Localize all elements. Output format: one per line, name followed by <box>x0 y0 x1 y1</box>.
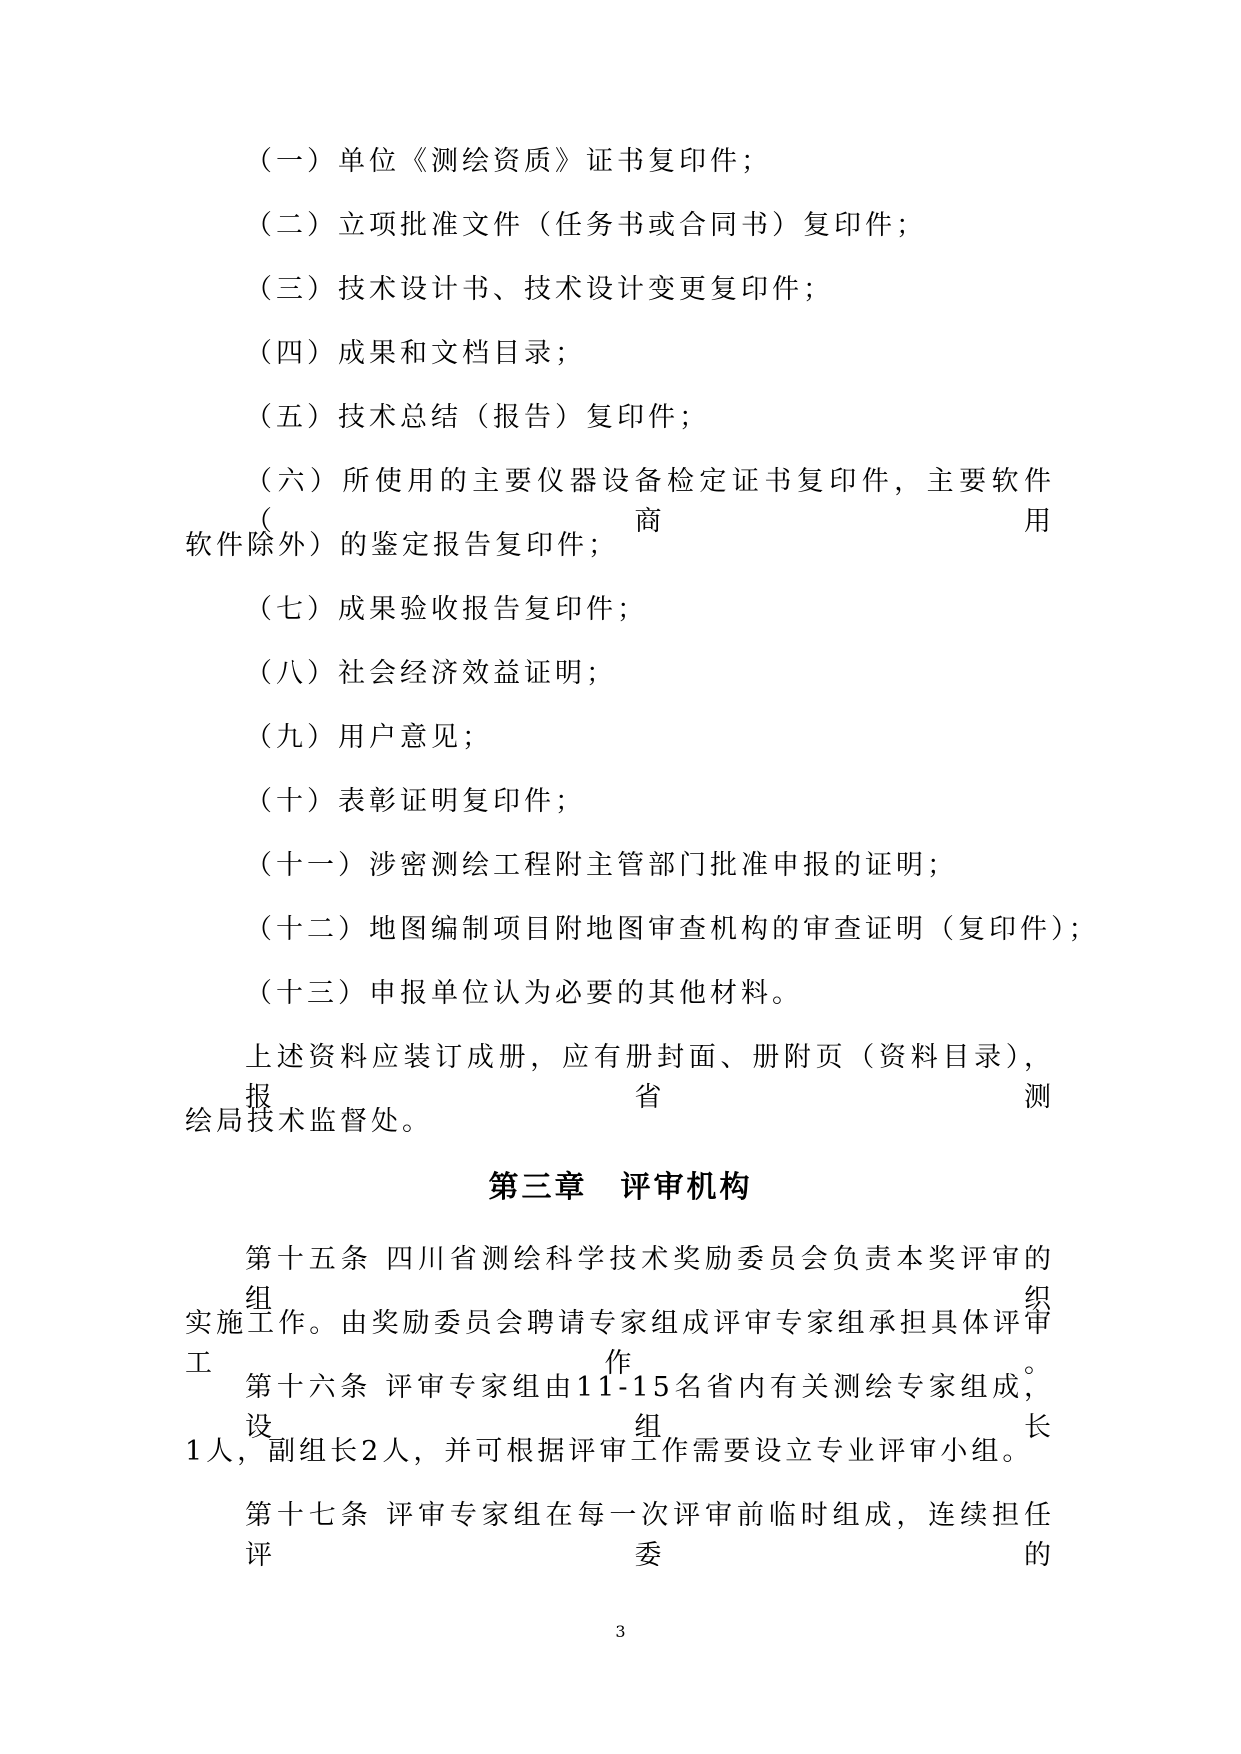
list-item-7: （七）成果验收报告复印件； <box>245 594 648 625</box>
article-15-continued: 实施工作。由奖励委员会聘请专家组成评审专家组承担具体评审工作。 <box>185 1308 1055 1379</box>
list-item-6-continued: 软件除外）的鉴定报告复印件； <box>185 530 619 561</box>
list-item-10: （十）表彰证明复印件； <box>245 786 586 817</box>
chapter-heading: 第三章 评审机构 <box>488 1170 753 1205</box>
list-item-2: （二）立项批准文件（任务书或合同书）复印件； <box>245 210 927 241</box>
list-item-6: （六）所使用的主要仪器设备检定证书复印件，主要软件（商用 <box>245 466 1055 537</box>
list-item-1: （一）单位《测绘资质》证书复印件； <box>245 146 772 177</box>
paragraph-materials: 上述资料应装订成册，应有册封面、册附页（资料目录），报省测 <box>245 1042 1055 1113</box>
list-item-9: （九）用户意见； <box>245 722 493 753</box>
paragraph-materials-continued: 绘局技术监督处。 <box>185 1106 433 1137</box>
list-item-8: （八）社会经济效益证明； <box>245 658 617 689</box>
list-item-12: （十二）地图编制项目附地图审查机构的审查证明（复印件）； <box>245 914 1100 945</box>
article-17: 第十七条 评审专家组在每一次评审前临时组成，连续担任评委的 <box>245 1500 1055 1571</box>
list-item-11: （十一）涉密测绘工程附主管部门批准申报的证明； <box>245 850 958 881</box>
list-item-5: （五）技术总结（报告）复印件； <box>245 402 710 433</box>
article-15: 第十五条 四川省测绘科学技术奖励委员会负责本奖评审的组织 <box>245 1244 1055 1315</box>
article-16-continued: 1人，副组长2人，并可根据评审工作需要设立专业评审小组。 <box>185 1436 1034 1467</box>
list-item-4: （四）成果和文档目录； <box>245 338 586 369</box>
list-item-13: （十三）申报单位认为必要的其他材料。 <box>245 978 803 1009</box>
article-16: 第十六条 评审专家组由11-15名省内有关测绘专家组成，设组长 <box>245 1372 1055 1443</box>
page-number: 3 <box>615 1622 626 1641</box>
list-item-3: （三）技术设计书、技术设计变更复印件； <box>245 274 834 305</box>
